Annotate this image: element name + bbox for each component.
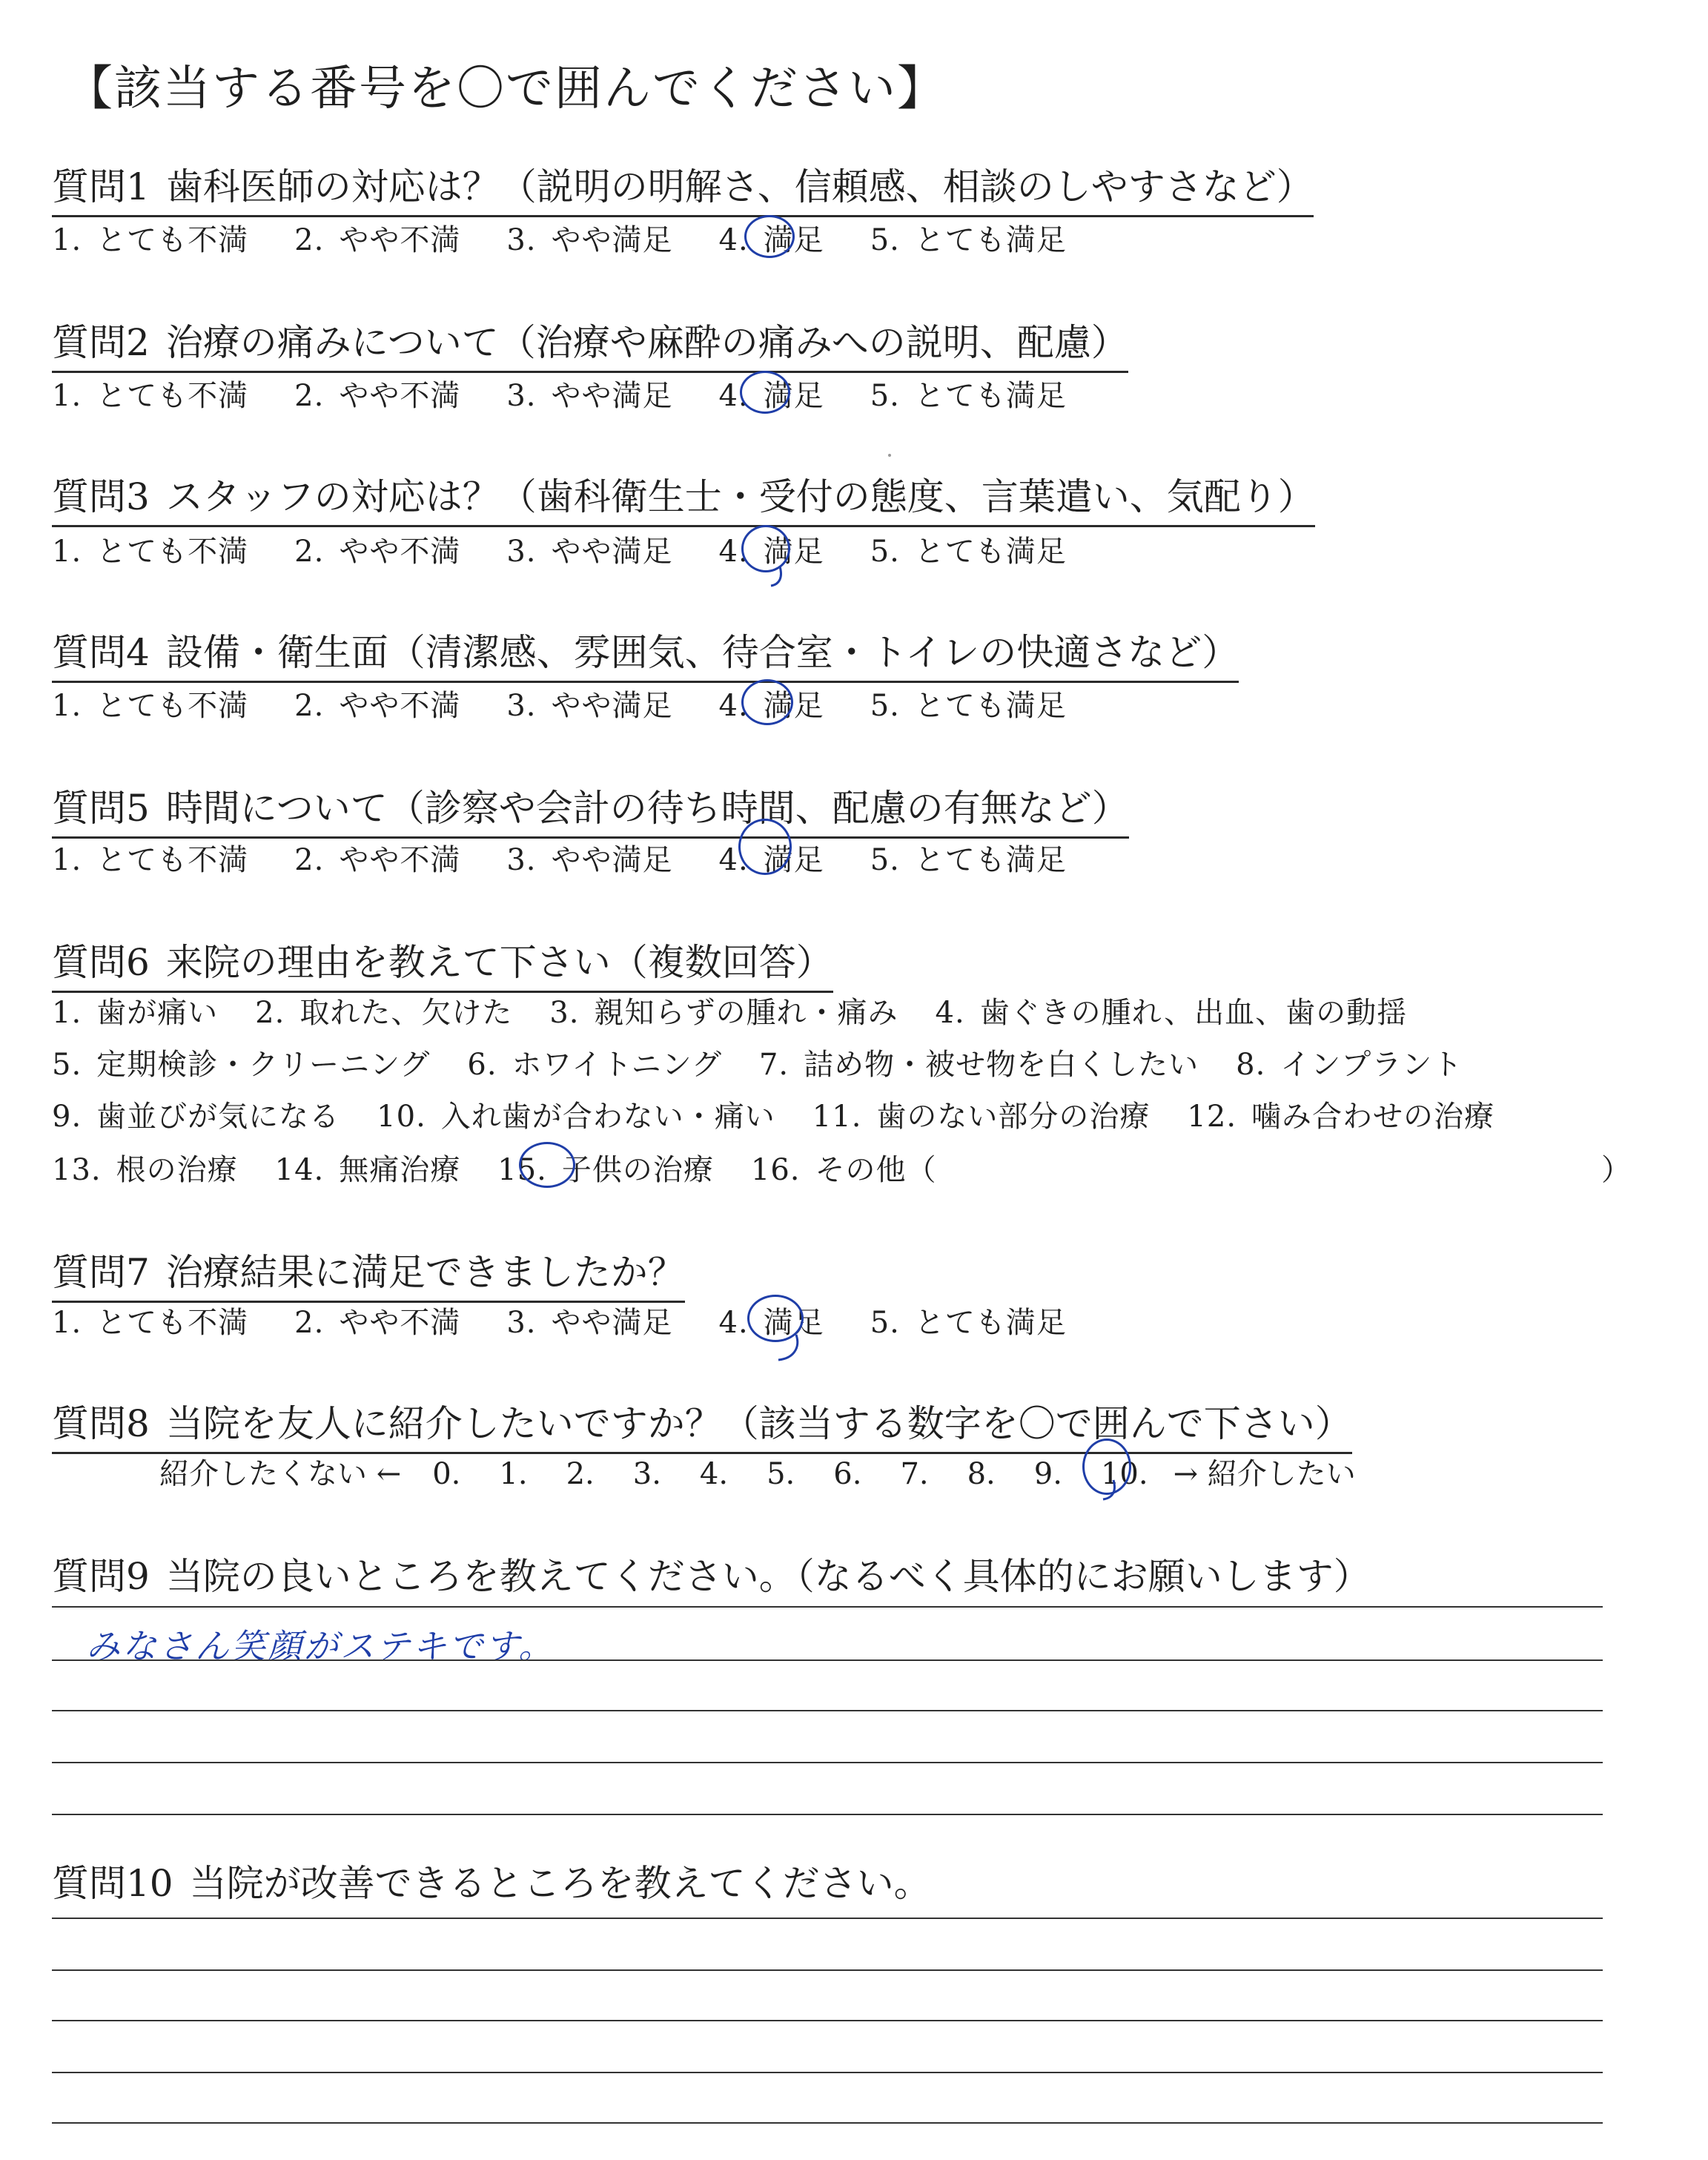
option-2[interactable]: 2. やや不満	[294, 535, 461, 569]
option-4[interactable]: 4. 満足	[718, 379, 824, 413]
question-text: 当院の良いところを教えてください。（なるべく具体的にお願いします）	[165, 1555, 1371, 1598]
option-4[interactable]: 4. 満足	[718, 535, 824, 569]
option-5[interactable]: 5. とても満足	[870, 223, 1067, 257]
recommend-scale	[159, 1450, 1356, 1493]
option-1[interactable]: 1. とても不満	[52, 223, 249, 257]
question-9	[52, 1547, 1371, 1605]
option-2[interactable]: 2. やや不満	[294, 379, 461, 413]
question-text: スタッフの対応は？（歯科衛生士・受付の態度、言葉遣い、気配り）	[165, 475, 1315, 518]
question-text: 来院の理由を教えて下さい（複数回答）	[165, 941, 833, 984]
option-2[interactable]: 2. やや不満	[294, 1306, 461, 1340]
question-text: 歯科医師の対応は？（説明の明解さ、信頼感、相談のしやすさなど）	[165, 165, 1314, 208]
question-number: 質問10	[52, 1862, 173, 1905]
reason-option[interactable]: 15. 子供の治療	[497, 1153, 714, 1187]
reason-option[interactable]: 1. 歯が痛い	[52, 996, 219, 1030]
question-number: 質問1	[52, 165, 150, 208]
reason-option[interactable]: 4. 歯ぐきの腫れ、出血、歯の動揺	[935, 996, 1408, 1030]
options-q2	[52, 372, 1113, 415]
question-8	[52, 1394, 1352, 1454]
option-3[interactable]: 3. やや満足	[506, 843, 673, 877]
reason-row-2	[52, 1041, 1500, 1083]
question-text: 当院が改善できるところを教えてください。	[189, 1862, 931, 1905]
scale-option[interactable]: 9.	[1033, 1457, 1062, 1491]
option-2[interactable]: 2. やや不満	[294, 689, 461, 723]
reason-option-other[interactable]: 16. その他（	[750, 1153, 937, 1187]
option-3[interactable]: 3. やや満足	[506, 1306, 673, 1340]
question-number: 質問3	[52, 475, 150, 518]
question-7	[52, 1243, 685, 1303]
scale-option[interactable]: 5.	[767, 1457, 795, 1491]
reason-option[interactable]: 11. 歯のない部分の治療	[812, 1100, 1151, 1134]
question-3	[52, 467, 1315, 527]
option-5[interactable]: 5. とても満足	[870, 1306, 1067, 1340]
question-number: 質問6	[52, 941, 150, 984]
scan-speck	[888, 454, 891, 457]
question-text: 治療結果に満足できましたか？	[165, 1251, 685, 1294]
question-5	[52, 779, 1129, 839]
question-10	[52, 1854, 931, 1912]
reason-option[interactable]: 6. ホワイトニング	[467, 1048, 722, 1082]
answer-line	[52, 1606, 1603, 1608]
question-text: 治療の痛みについて（治療や麻酔の痛みへの説明、配慮）	[165, 321, 1128, 364]
scale-option[interactable]: 4.	[699, 1457, 729, 1491]
reason-option[interactable]: 14. 無痛治療	[274, 1153, 461, 1187]
option-1[interactable]: 1. とても不満	[52, 843, 249, 877]
options-q1	[52, 217, 1113, 259]
other-close-paren: ）	[1601, 1153, 1632, 1187]
option-4[interactable]: 4. 満足	[718, 843, 824, 877]
reason-option[interactable]: 8. インプラント	[1236, 1048, 1463, 1082]
question-text: 当院を友人に紹介したいですか？（該当する数字を〇で囲んで下さい）	[165, 1402, 1352, 1445]
option-1[interactable]: 1. とても不満	[52, 689, 249, 723]
answer-line	[52, 1710, 1603, 1711]
question-6	[52, 933, 833, 993]
answer-line	[52, 1969, 1603, 1971]
reason-option[interactable]: 13. 根の治療	[52, 1153, 238, 1187]
option-3[interactable]: 3. やや満足	[506, 689, 673, 723]
option-1[interactable]: 1. とても不満	[52, 379, 249, 413]
option-2[interactable]: 2. やや不満	[294, 843, 461, 877]
question-4	[52, 623, 1239, 683]
reason-row-1	[52, 989, 1444, 1031]
scale-left-label: 紹介したくない ←	[159, 1457, 402, 1491]
option-1[interactable]: 1. とても不満	[52, 535, 249, 569]
options-q5	[52, 836, 1113, 879]
reason-row-3	[52, 1093, 1532, 1135]
answer-line	[52, 1659, 1603, 1661]
options-q3	[52, 528, 1113, 570]
option-3[interactable]: 3. やや満足	[506, 535, 673, 569]
scale-option[interactable]: 7.	[900, 1457, 929, 1491]
question-number: 質問9	[52, 1555, 150, 1598]
option-5[interactable]: 5. とても満足	[870, 689, 1067, 723]
answer-line	[52, 2122, 1603, 2124]
question-number: 質問7	[52, 1251, 150, 1294]
option-4[interactable]: 4. 満足	[718, 223, 824, 257]
option-4[interactable]: 4. 満足	[718, 1306, 824, 1340]
question-text: 時間について（診察や会計の待ち時間、配慮の有無など）	[165, 787, 1129, 830]
handwritten-answer-q9[interactable]: みなさん笑顔がステキです。	[86, 1626, 555, 1666]
question-1	[52, 157, 1314, 217]
option-5[interactable]: 5. とても満足	[870, 379, 1067, 413]
reason-option[interactable]: 3. 親知らずの腫れ・痛み	[549, 996, 898, 1030]
scale-option[interactable]: 2.	[566, 1457, 595, 1491]
scale-option[interactable]: 8.	[967, 1457, 996, 1491]
question-number: 質問5	[52, 787, 150, 830]
answer-line	[52, 1762, 1603, 1763]
scale-option[interactable]: 10.	[1100, 1457, 1148, 1491]
reason-option[interactable]: 2. 取れた、欠けた	[255, 996, 513, 1030]
scale-option[interactable]: 6.	[833, 1457, 862, 1491]
form-heading: 【該当する番号を〇で囲んでください】	[65, 62, 946, 116]
reason-option[interactable]: 5. 定期検診・クリーニング	[52, 1048, 431, 1082]
reason-row-4	[52, 1146, 974, 1189]
answer-line	[52, 2020, 1603, 2021]
question-number: 質問8	[52, 1402, 150, 1445]
scale-option[interactable]: 0.	[432, 1457, 461, 1491]
answer-line	[52, 1814, 1603, 1815]
option-2[interactable]: 2. やや不満	[294, 223, 461, 257]
scale-option[interactable]: 1.	[499, 1457, 528, 1491]
scale-right-label: → 紹介したい	[1173, 1457, 1356, 1491]
options-q7	[52, 1299, 1113, 1341]
answer-line	[52, 2072, 1603, 2073]
option-5[interactable]: 5. とても満足	[870, 535, 1067, 569]
answer-line	[52, 1918, 1603, 1919]
question-number: 質問2	[52, 321, 150, 364]
option-4[interactable]: 4. 満足	[718, 689, 824, 723]
reason-option[interactable]: 9. 歯並びが気になる	[52, 1100, 340, 1134]
reason-option[interactable]: 12. 噛み合わせの治療	[1187, 1100, 1495, 1134]
question-number: 質問4	[52, 631, 150, 674]
option-3[interactable]: 3. やや満足	[506, 379, 673, 413]
options-q4	[52, 682, 1113, 724]
option-3[interactable]: 3. やや満足	[506, 223, 673, 257]
option-5[interactable]: 5. とても満足	[870, 843, 1067, 877]
reason-option[interactable]: 7. 詰め物・被せ物を白くしたい	[758, 1048, 1199, 1082]
scale-option[interactable]: 3.	[632, 1457, 661, 1491]
reason-option[interactable]: 10. 入れ歯が合わない・痛い	[377, 1100, 775, 1134]
question-2	[52, 313, 1128, 373]
option-1[interactable]: 1. とても不満	[52, 1306, 249, 1340]
question-text: 設備・衛生面（清潔感、雰囲気、待合室・トイレの快適さなど）	[165, 631, 1239, 674]
